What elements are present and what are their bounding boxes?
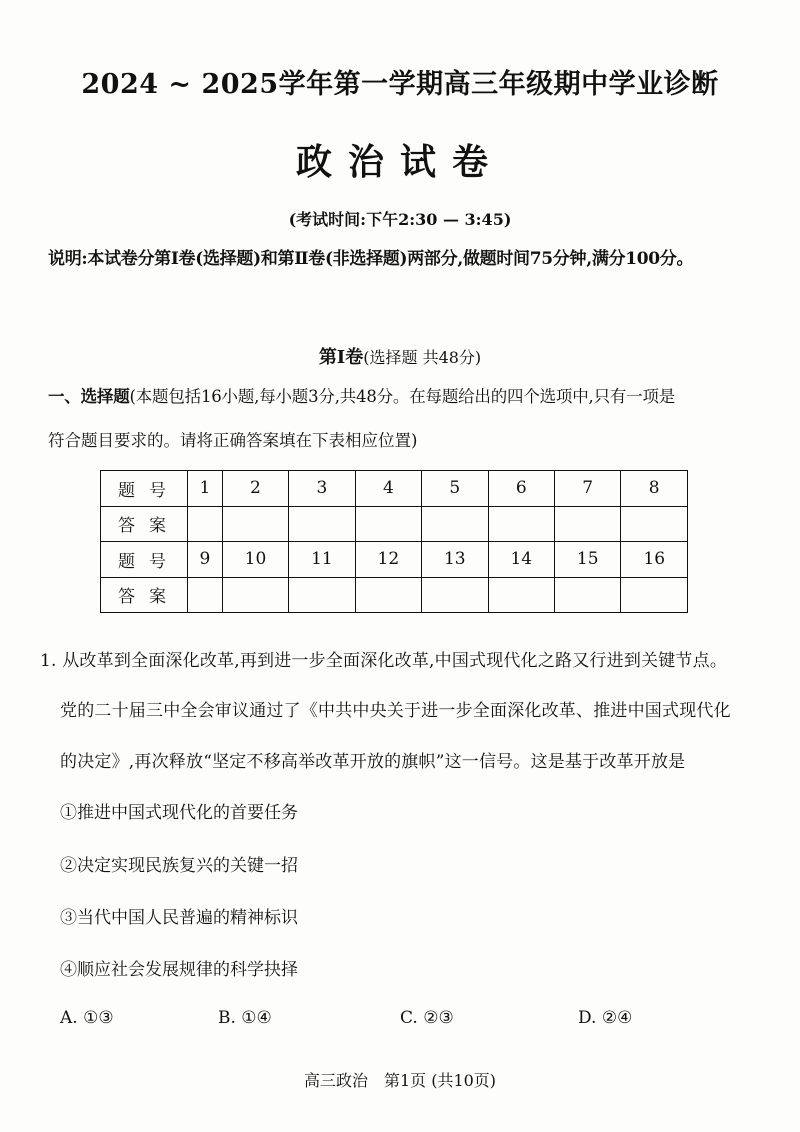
question-1-option: ②决定实现民族复兴的关键一招 (60, 856, 298, 876)
section-text-2: 符合题目要求的。请将正确答案填在下表相应位置) (48, 431, 418, 450)
answer-cell[interactable] (222, 506, 288, 542)
question-1-option: ④顺应社会发展规律的科学抉择 (60, 960, 298, 980)
question-1-stem-line-2: 党的二十届三中全会审议通过了《中共中央关于进一步全面深化改革、推进中国式现代化 (60, 701, 731, 721)
question-number-cell: 14 (488, 542, 554, 578)
page-footer: 高三政治 第1页 (共10页) (303, 1071, 497, 1090)
answer-cell[interactable] (222, 577, 288, 613)
question-number-cell: 8 (621, 471, 688, 507)
question-number-cell: 1 (188, 471, 223, 507)
subject-title: 政治试卷 (295, 141, 504, 183)
choice-a[interactable]: A. ①③ (60, 1008, 114, 1028)
answer-cell[interactable] (621, 506, 688, 542)
answer-cell[interactable] (488, 577, 554, 613)
question-number-cell: 2 (222, 471, 288, 507)
question-number-cell: 6 (488, 471, 554, 507)
exam-time: (考试时间:下午2:30 — 3:45) (288, 210, 512, 229)
answer-cell[interactable] (422, 506, 488, 542)
answer-cell[interactable] (289, 577, 355, 613)
answer-cell[interactable] (355, 577, 421, 613)
answer-cell[interactable] (355, 506, 421, 542)
answer-cell[interactable] (289, 506, 355, 542)
choice-c[interactable]: C. ②③ (400, 1008, 454, 1028)
question-number-cell: 13 (422, 542, 488, 578)
question-number-label: 题号 (101, 542, 188, 578)
part-one-heading (0, 343, 800, 369)
choice-b[interactable]: B. ①④ (218, 1008, 272, 1028)
answer-grid-row (101, 506, 688, 542)
part-one-title: 第Ⅰ卷 (318, 347, 364, 368)
answer-grid (100, 470, 688, 613)
answer-grid-row (101, 542, 688, 578)
answer-cell[interactable] (554, 577, 620, 613)
part-one-subtitle: (选择题 共48分) (363, 348, 482, 367)
question-number-cell: 11 (289, 542, 355, 578)
question-number-cell: 10 (222, 542, 288, 578)
answer-cell[interactable] (188, 506, 223, 542)
question-1-stem-line-3: 的决定》,再次释放“坚定不移高举改革开放的旗帜”这一信号。这是基于改革开放是 (60, 752, 686, 772)
question-number-cell: 5 (422, 471, 488, 507)
question-number-label: 题号 (101, 471, 188, 507)
question-number-cell: 9 (188, 542, 223, 578)
question-number-cell: 15 (554, 542, 620, 578)
answer-cell[interactable] (188, 577, 223, 613)
question-number-cell: 12 (355, 542, 421, 578)
question-number-cell: 4 (355, 471, 421, 507)
answer-cell[interactable] (621, 577, 688, 613)
question-number-cell: 3 (289, 471, 355, 507)
answer-label: 答案 (101, 577, 188, 613)
question-1-option: ③当代中国人民普遍的精神标识 (60, 908, 298, 928)
exam-title: 2024 ~ 2025学年第一学期高三年级期中学业诊断 (81, 69, 719, 100)
choice-d[interactable]: D. ②④ (578, 1008, 633, 1028)
question-1-option: ①推进中国式现代化的首要任务 (60, 803, 298, 823)
section-instructions (48, 383, 675, 407)
answer-cell[interactable] (488, 506, 554, 542)
answer-cell[interactable] (422, 577, 488, 613)
answer-grid-row (101, 577, 688, 613)
section-lead: 一、选择题 (48, 387, 130, 406)
section-text-1: (本题包括16小题,每小题3分,共48分。在每题给出的四个选项中,只有一项是 (129, 387, 676, 406)
exam-instructions: 说明:本试卷分第Ⅰ卷(选择题)和第Ⅱ卷(非选择题)两部分,做题时间75分钟,满分100分。 (48, 249, 694, 269)
question-number-cell: 16 (621, 542, 688, 578)
question-1-stem-line-1: 1. 从改革到全面深化改革,再到进一步全面深化改革,中国式现代化之路又行进到关键节点。 (40, 651, 728, 671)
answer-grid-row (101, 471, 688, 507)
answer-label: 答案 (101, 506, 188, 542)
answer-cell[interactable] (554, 506, 620, 542)
question-number-cell: 7 (554, 471, 620, 507)
